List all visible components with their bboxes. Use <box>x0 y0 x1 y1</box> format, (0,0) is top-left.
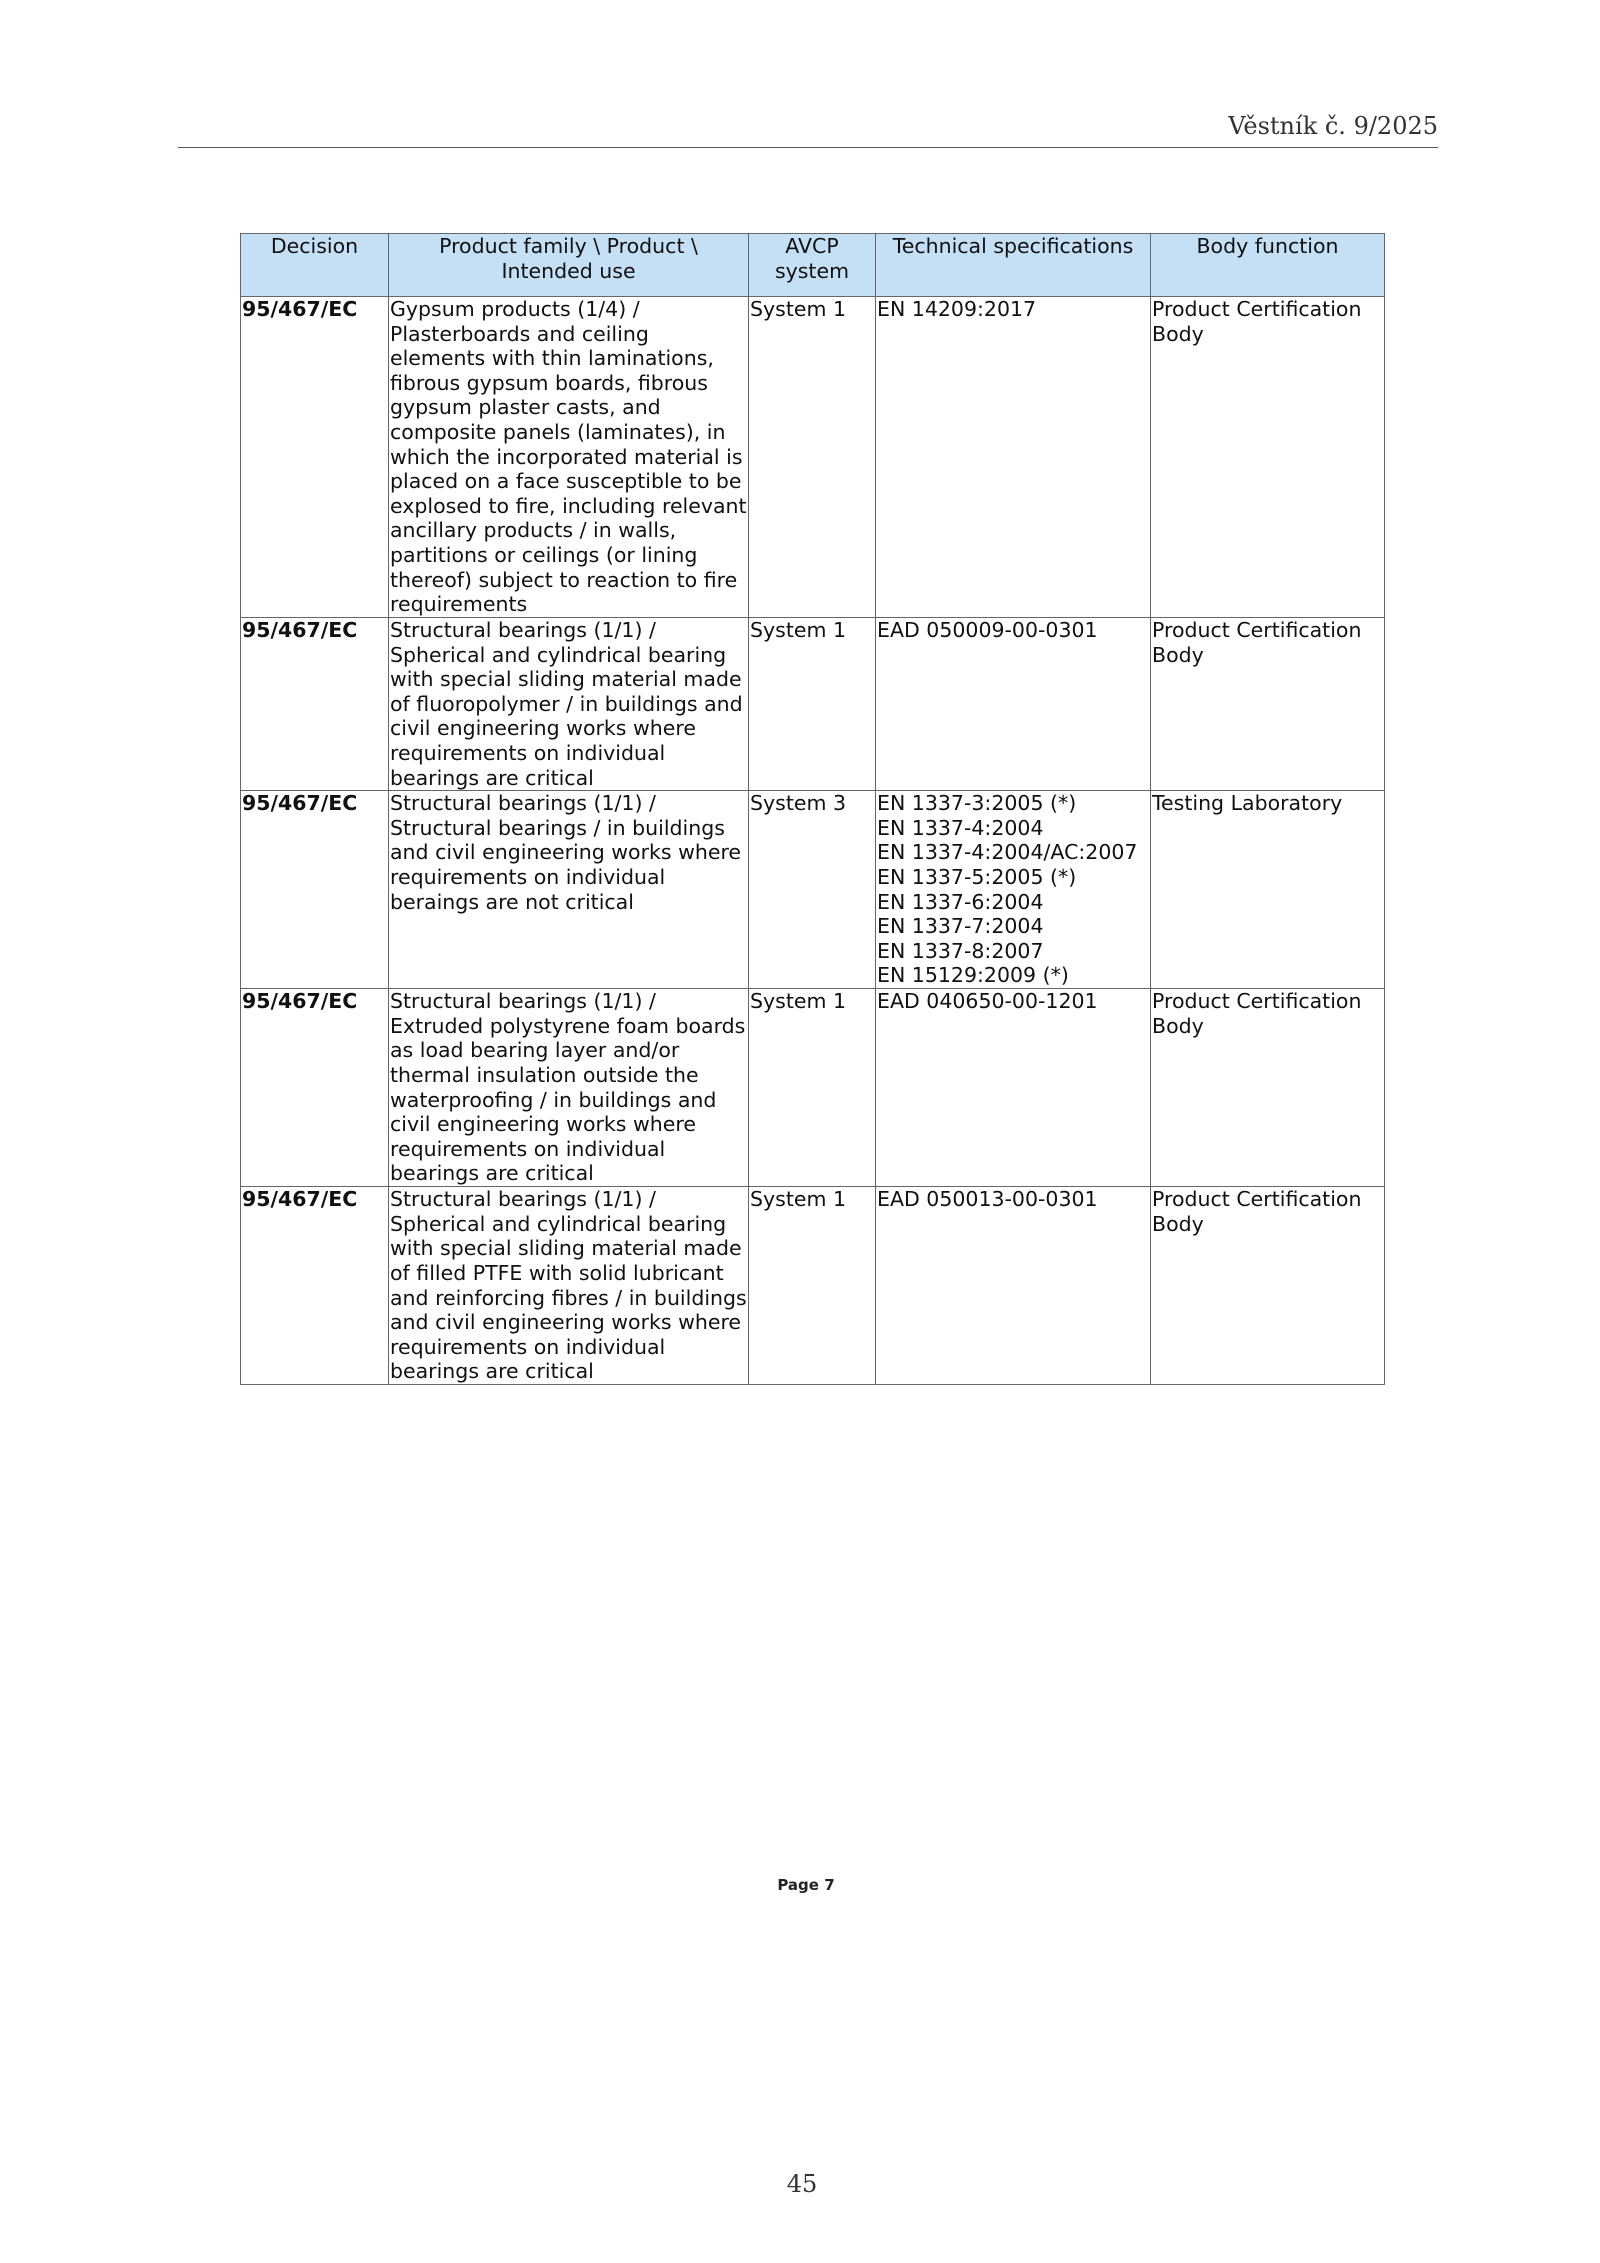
table-row <box>241 297 1385 618</box>
decision-cell: 95/467/EC <box>241 297 389 618</box>
product-cell: Gypsum products (1/4) / Plasterboards and ceiling elements with thin laminations, fibrous gypsum boards, fibrous gypsum plaster casts, and composite panels (laminates), in which the incorporated material is placed on a face susceptible to be explosed to fire, including relevant ancillary products / in walls, partitions or ceilings (or lining thereof) subject to reaction to fire requirements <box>390 297 747 617</box>
body-cell: Product Certification Body <box>1151 618 1385 791</box>
decision-cell: 95/467/EC <box>241 791 389 989</box>
decision-cell: 95/467/EC <box>241 1187 389 1385</box>
specs-cell <box>876 989 1151 1187</box>
table-row <box>241 989 1385 1187</box>
decision-cell: 95/467/EC <box>241 989 389 1187</box>
table-row <box>241 791 1385 989</box>
avcp-cell: System 3 <box>749 791 876 989</box>
specs-cell <box>876 618 1151 791</box>
table-row <box>241 618 1385 791</box>
column-header-product: Product family \ Product \ Intended use <box>389 234 749 297</box>
column-header-specs: Technical specifications <box>876 234 1151 297</box>
decision-cell: 95/467/EC <box>241 618 389 791</box>
page-number: 45 <box>786 2170 818 2198</box>
spec-item: EN 1337-3:2005 (*) <box>877 791 1077 816</box>
specs-cell <box>876 791 1151 989</box>
column-header-avcp: AVCP system <box>749 234 876 297</box>
page-label: Page 7 <box>777 1876 835 1894</box>
product-cell: Structural bearings (1/1) / Spherical and cylindrical bearing with special sliding material made of fluoropolymer / in buildings and civil engineering works where requirements on individual bearings are critical <box>389 618 749 791</box>
body-cell: Product Certification Body <box>1151 297 1385 618</box>
product-cell: Structural bearings (1/1) / Extruded polystyrene foam boards as load bearing layer and/or thermal insulation outside the waterproofing / in buildings and civil engineering works where requirements on individual bearings are critical <box>389 989 749 1187</box>
spec-item: EN 15129:2009 (*) <box>877 963 1069 988</box>
product-table <box>240 233 1385 1385</box>
avcp-cell: System 1 <box>749 989 876 1187</box>
spec-item: EN 14209:2017 <box>877 297 1037 321</box>
body-cell: Testing Laboratory <box>1151 791 1385 989</box>
product-cell: Structural bearings (1/1) / Structural bearings / in buildings and civil engineering works where requirements on individual beraings are not critical <box>389 791 749 989</box>
spec-item: EN 1337-5:2005 (*) <box>877 864 1077 889</box>
body-cell: Product Certification Body <box>1151 989 1385 1187</box>
spec-item: EAD 050009-00-0301 <box>877 618 1098 642</box>
publication-title: Věstník č. 9/2025 <box>1228 112 1438 140</box>
specs-cell <box>876 297 1151 618</box>
spec-item: EN 1337-4:2004/AC:2007 <box>877 840 1138 865</box>
table-header-row <box>241 234 1385 297</box>
body-cell: Product Certification Body <box>1151 1187 1385 1385</box>
avcp-cell: System 1 <box>749 1187 876 1385</box>
column-header-decision: Decision <box>241 234 389 297</box>
column-header-body: Body function <box>1151 234 1385 297</box>
avcp-cell: System 1 <box>749 618 876 791</box>
spec-item: EN 1337-8:2007 <box>877 938 1044 963</box>
product-cell: Structural bearings (1/1) / Spherical and cylindrical bearing with special sliding material made of filled PTFE with solid lubricant and reinforcing fibres / in buildings and civil engineering works where requirements on individual bearings are critical <box>390 1187 747 1384</box>
spec-item: EN 1337-7:2004 <box>877 914 1044 939</box>
specs-cell <box>876 1187 1151 1385</box>
running-header <box>178 110 1438 148</box>
spec-item: EN 1337-4:2004 <box>877 815 1044 840</box>
avcp-cell: System 1 <box>749 297 876 618</box>
spec-item: EN 1337-6:2004 <box>877 889 1044 914</box>
table-row <box>241 1187 1385 1385</box>
spec-item: EAD 050013-00-0301 <box>877 1187 1098 1212</box>
spec-item: EAD 040650-00-1201 <box>877 989 1098 1014</box>
